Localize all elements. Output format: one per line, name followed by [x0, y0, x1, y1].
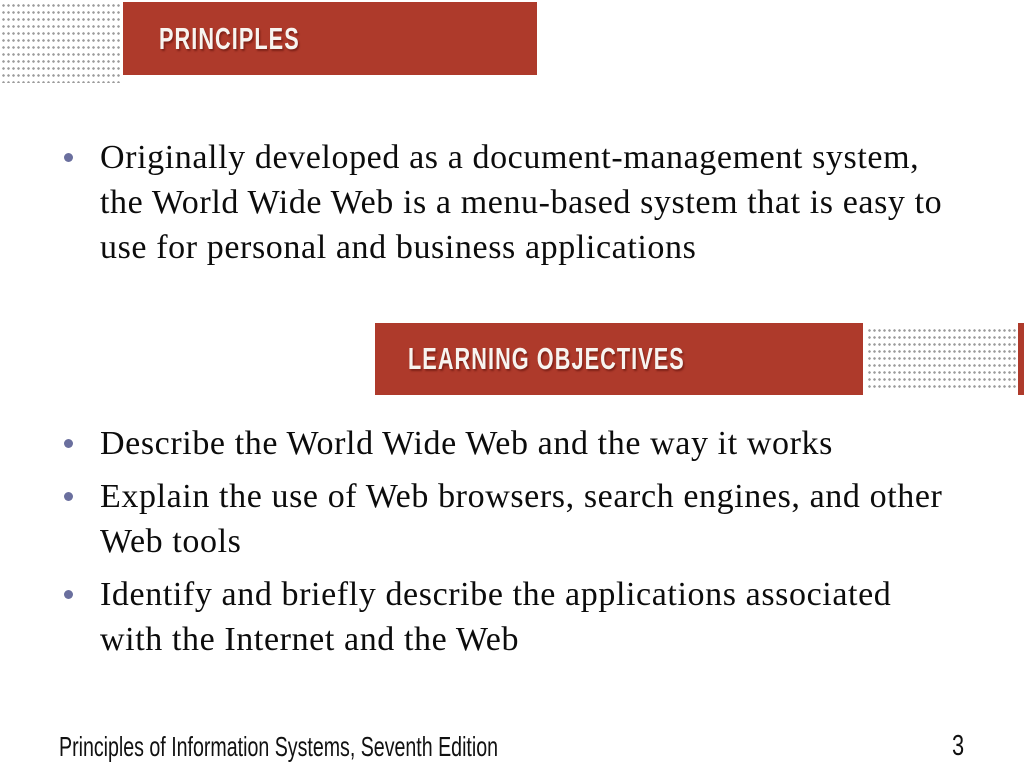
- bullet-line: Web tools: [100, 523, 242, 560]
- dot-pattern-top-left: [0, 0, 122, 83]
- footer-title-text: Principles of Information Systems, Seventh Edition: [59, 731, 499, 762]
- page-number: [952, 730, 968, 763]
- bullet-line: Originally developed as a document-management system,: [100, 139, 920, 176]
- dot-pattern-right: [866, 325, 1016, 391]
- red-edge-strip: [1018, 323, 1024, 395]
- bullet-line: Describe the World Wide Web and the way it works: [100, 425, 833, 462]
- learning-objectives-banner-label: LEARNING OBJECTIVES: [408, 341, 685, 376]
- bullet-line: Explain the use of Web browsers, search engines, and other: [100, 478, 943, 515]
- bullet-item: [63, 421, 1023, 466]
- bullet-item: [63, 572, 1023, 662]
- bullet-line: use for personal and business applications: [100, 229, 697, 266]
- bullet-line: with the Internet and the Web: [100, 621, 520, 658]
- principles-banner-label: PRINCIPLES: [159, 20, 300, 56]
- learning-objectives-banner: [375, 323, 863, 395]
- page-number-text: 3: [952, 730, 965, 762]
- principles-banner: [123, 2, 537, 75]
- bullet-item: [63, 135, 1023, 270]
- bullet-line: the World Wide Web is a menu-based system that is easy to: [100, 184, 943, 221]
- objectives-bullet-list: [63, 421, 1023, 662]
- bullet-item: [63, 474, 1023, 564]
- bullet-line: Identify and briefly describe the applications associated: [100, 576, 892, 613]
- intro-bullet-list: [63, 135, 1023, 270]
- footer-title: [59, 731, 686, 763]
